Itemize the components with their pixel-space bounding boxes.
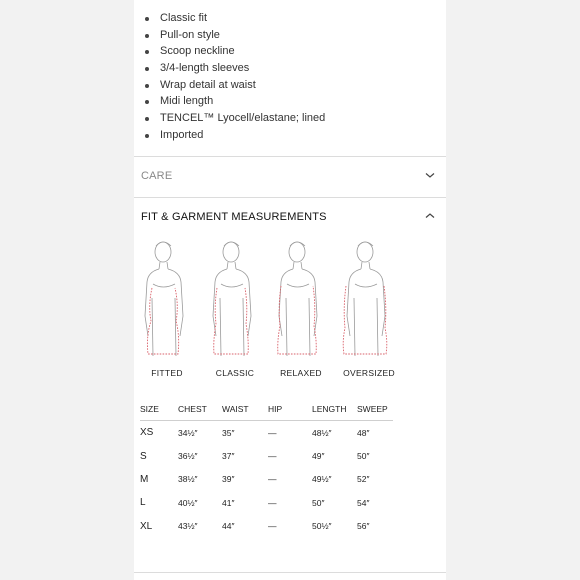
length-cell: 50″ (312, 497, 325, 508)
sweep-cell: 52″ (357, 474, 370, 485)
size-cell: L (140, 497, 146, 509)
sweep-cell: 54″ (357, 497, 370, 508)
size-chart-table (140, 398, 393, 538)
waist-cell: 39″ (222, 474, 235, 485)
chevron-down-icon (424, 169, 436, 181)
waist-cell: 35″ (222, 427, 235, 438)
fit-figure-fitted (134, 236, 200, 380)
fit-measurements-title: FIT & GARMENT MEASUREMENTS (141, 211, 327, 223)
sweep-cell: 50″ (357, 451, 370, 462)
hip-cell: — (268, 521, 277, 532)
fit-figure-classic (202, 236, 268, 380)
fit-label-oversized: OVERSIZED (343, 368, 395, 378)
table-row (140, 515, 393, 538)
bullet-icon (145, 67, 149, 71)
table-header-row (140, 398, 393, 421)
hip-cell: — (268, 427, 277, 438)
column-header-waist: WAIST (222, 398, 268, 421)
column-header-chest: CHEST (178, 398, 222, 421)
bullet-icon (145, 100, 149, 104)
feature-list (134, 10, 446, 144)
hip-cell: — (268, 451, 277, 462)
length-cell: 49½″ (312, 474, 332, 485)
relaxed-figure-icon (268, 236, 334, 366)
bullet-icon (145, 84, 149, 88)
sweep-cell: 56″ (357, 521, 370, 532)
sweep-cell: 48″ (357, 427, 370, 438)
chest-cell: 34½″ (178, 427, 198, 438)
divider (134, 572, 446, 573)
length-cell: 48½″ (312, 427, 332, 438)
table-row (140, 421, 393, 445)
chest-cell: 40½″ (178, 497, 198, 508)
chevron-up-icon (424, 210, 436, 222)
fit-label-classic: CLASSIC (215, 368, 255, 378)
length-cell: 50½″ (312, 521, 332, 532)
column-header-hip: HIP (268, 398, 312, 421)
hip-cell: — (268, 497, 277, 508)
feature-item: TENCEL™ Lyocell/elastane; lined (134, 110, 446, 127)
column-header-length: LENGTH (312, 398, 357, 421)
chest-cell: 38½″ (178, 474, 198, 485)
table-row (140, 491, 393, 514)
fit-figure-oversized (336, 236, 402, 380)
column-header-sweep: SWEEP (357, 398, 393, 421)
table-row (140, 444, 393, 467)
fit-accordion-header[interactable] (134, 198, 446, 238)
size-cell: XS (140, 427, 154, 439)
fit-label-relaxed: RELAXED (280, 368, 322, 378)
length-cell: 49″ (312, 451, 325, 462)
column-header-size: SIZE (140, 398, 178, 421)
oversized-figure-icon (336, 236, 402, 366)
bullet-icon (145, 50, 149, 54)
bullet-icon (145, 117, 149, 121)
feature-item: Midi length (134, 93, 446, 110)
care-title: CARE (141, 170, 173, 182)
fitted-figure-icon (134, 236, 200, 366)
feature-item: Classic fit (134, 10, 446, 27)
feature-item: 3/4-length sleeves (134, 60, 446, 77)
care-accordion-header[interactable] (134, 157, 446, 197)
hip-cell: — (268, 474, 277, 485)
size-cell: XL (140, 520, 153, 532)
feature-item: Wrap detail at waist (134, 77, 446, 94)
fit-figure-relaxed (268, 236, 334, 380)
waist-cell: 37″ (222, 451, 235, 462)
waist-cell: 41″ (222, 497, 235, 508)
bullet-icon (145, 134, 149, 138)
product-details-panel (134, 0, 446, 580)
fit-label-fitted: FITTED (151, 368, 183, 378)
bullet-icon (145, 34, 149, 38)
bullet-icon (145, 17, 149, 21)
feature-item: Pull-on style (134, 27, 446, 44)
size-cell: M (140, 473, 149, 485)
fit-illustrations (134, 236, 446, 380)
classic-figure-icon (202, 236, 268, 366)
chest-cell: 36½″ (178, 451, 198, 462)
size-cell: S (140, 450, 147, 462)
feature-item: Imported (134, 127, 446, 144)
feature-item: Scoop neckline (134, 43, 446, 60)
table-row (140, 468, 393, 491)
waist-cell: 44″ (222, 521, 235, 532)
chest-cell: 43½″ (178, 521, 198, 532)
